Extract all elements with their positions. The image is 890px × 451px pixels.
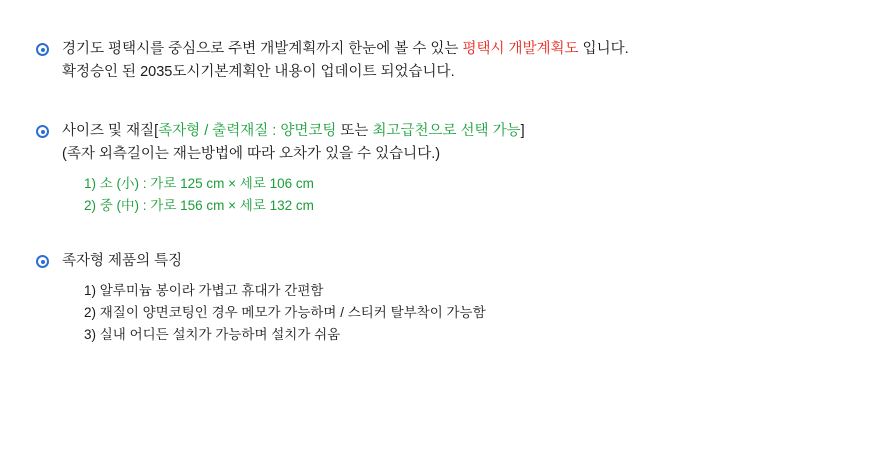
intro-text-1b: 입니다. [578,41,629,57]
size-highlight-green-1: 족자형 / 출력재질 : 양면코팅 [158,123,337,139]
section-intro [20,38,870,84]
circle-bullet-icon [36,125,49,138]
size-sub-list [62,173,870,217]
features-sub-list [62,280,870,346]
section-size-material [20,120,870,217]
size-text-1b: 또는 [336,123,373,139]
list-item: 2) 중 (中) : 가로 156 cm × 세로 132 cm [84,198,314,213]
size-text-1a: 사이즈 및 재질[ [62,123,159,139]
spacer-1 [20,84,870,120]
section-features [20,250,870,346]
spacer-2 [20,217,870,250]
size-text-1c: ] [520,123,525,139]
list-item: 1) 알루미늄 봉이라 가볍고 휴대가 간편함 [84,283,324,298]
size-line-2: (족자 외측길이는 재는방법에 따라 오차가 있을 수 있습니다.) [62,146,441,162]
intro-text-1a: 경기도 평택시를 중심으로 주변 개발계획까지 한눈에 볼 수 있는 [62,41,463,57]
size-line-1 [62,120,870,143]
list-item: 3) 실내 어디든 설치가 가능하며 설치가 쉬움 [84,327,341,342]
intro-line-2: 확정승인 된 2035도시기본계획안 내용이 업데이트 되었습니다. [62,64,455,80]
circle-bullet-icon [36,255,49,268]
intro-highlight-red: 평택시 개발계획도 [462,41,579,57]
circle-bullet-icon [36,43,49,56]
list-item: 1) 소 (小) : 가로 125 cm × 세로 106 cm [84,176,314,191]
size-highlight-green-2: 최고급천으로 선택 가능 [372,123,521,139]
features-line-1: 족자형 제품의 특징 [62,253,183,269]
list-item: 2) 재질이 양면코팅인 경우 메모가 가능하며 / 스티커 탈부착이 가능함 [84,305,486,320]
intro-line-1 [62,38,870,61]
